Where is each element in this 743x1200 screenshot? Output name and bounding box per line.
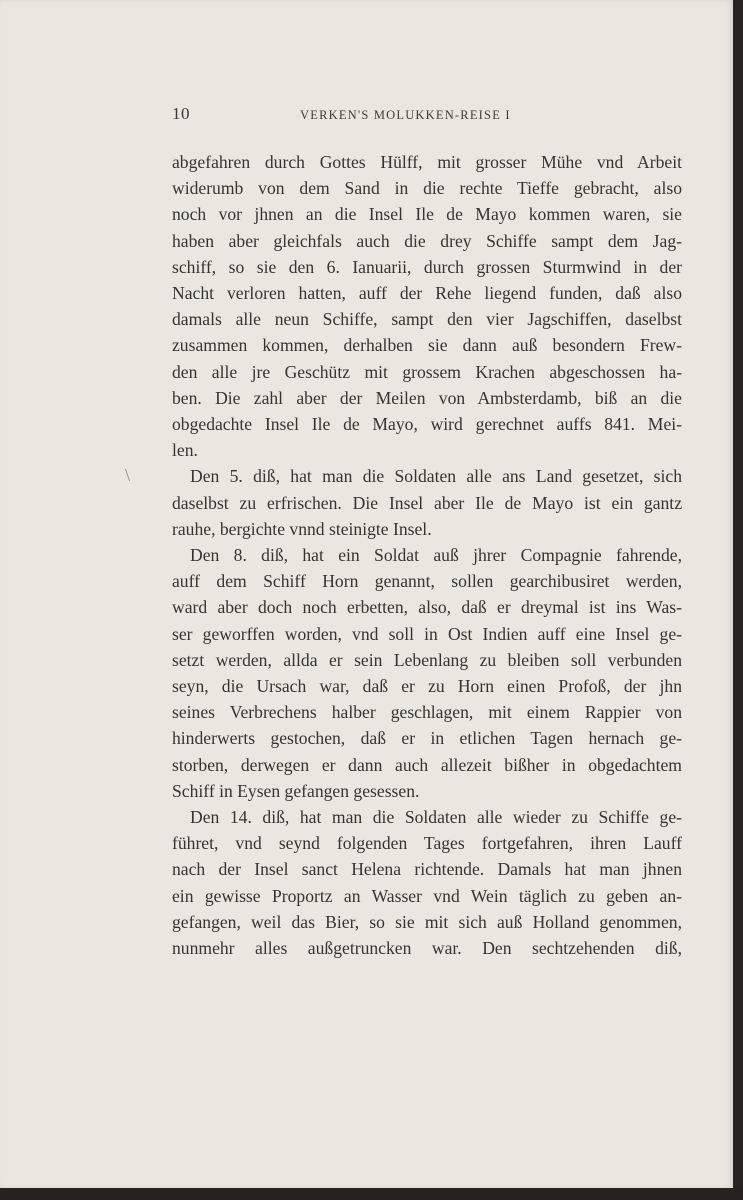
text-line: daselbst zu erfrischen. Die Insel aber Ile de Mayo ist ein gantz [172,492,682,513]
text-line: zusammen kommen, derhalben sie dann auß besondern Frew- [172,335,682,356]
text-line: Nacht verloren hatten, auff der Rehe liegend funden, daß also [172,283,682,304]
page-header [172,104,682,128]
text-line: abgefahren durch Gottes Hülff, mit grosser Mühe vnd Arbeit [172,152,682,172]
text-line: len. [172,440,198,461]
text-line: gefangen, weil das Bier, so sie mit sich auß Holland genommen, [172,911,682,932]
text-line: setzt werden, allda er sein Lebenlang zu bleiben soll verbunden [172,649,682,670]
paragraph-4 [172,804,682,961]
text-line: storben, derwegen er dann auch allezeit bißher in obgedachtem [172,754,682,775]
text-line: ein gewisse Proportz an Wasser vnd Wein täglich zu geben an- [172,885,682,906]
text-line: noch vor jhnen an die Insel Ile de Mayo kommen waren, sie [172,204,682,225]
text-line: Schiff in Eysen gefangen gesessen. [172,780,420,801]
text-line: obgedachte Insel Ile de Mayo, wird gerechnet auffs 841. Mei- [172,414,682,435]
running-head: VERKEN'S MOLUKKEN-REISE I [300,108,511,122]
text-line: hinderwerts gestochen, daß er in etlichen Tagen hernach ge- [172,728,682,749]
page-edge-bottom [0,1188,743,1200]
text-line: den alle jre Geschütz mit grossem Krachen abgeschossen ha- [172,361,682,382]
text-line: ward aber doch noch erbetten, also, daß er dreymal ist ins Was- [172,597,682,618]
text-line: seines Verbrechens halber geschlagen, mit einem Rappier von [172,702,682,723]
text-line: haben aber gleichfals auch die drey Schiffe sampt dem Jag- [172,230,682,251]
paragraph-2 [172,463,682,542]
paragraph-3 [172,542,682,804]
text-line: damals alle neun Schiffe, sampt den vier Jagschiffen, daselbst [172,309,682,330]
text-line: nach der Insel sanct Helena richtende. Damals hat man jhnen [172,859,682,880]
text-line: schiff, so sie den 6. Ianuarii, durch grossen Sturmwind in der [172,256,682,277]
text-line: ben. Die zahl aber der Meilen von Ambsterdamb, biß an die [172,387,682,408]
text-line: widerumb von dem Sand in die rechte Tieffe gebracht, also [172,178,682,199]
text-line: ser geworffen worden, vnd soll in Ost Indien auff eine Insel ge- [172,623,682,644]
text-line: Den 14. diß, hat man die Soldaten alle wieder zu Schiffe ge- [190,807,682,828]
margin-mark: \ [125,465,131,485]
text-line: rauhe, bergichte vnnd steinigte Insel. [172,518,432,539]
text-line: nunmehr alles außgetruncken war. Den sechtzehenden diß, [172,938,682,959]
text-line: Den 8. diß, hat ein Soldat auß jhrer Compagnie fahrende, [190,545,682,566]
text-line: führet, vnd seynd folgenden Tages fortgefahren, ihren Lauff [172,833,682,854]
body-text [172,149,682,961]
page-edge-right [733,0,743,1200]
text-line: seyn, die Ursach war, daß er zu Horn einen Profoß, der jhn [172,676,682,697]
text-line: auff dem Schiff Horn genannt, sollen gearchibusiret werden, [172,571,682,592]
page-number: 10 [172,104,190,123]
paragraph-1 [172,149,682,463]
text-line: Den 5. diß, hat man die Soldaten alle ans Land gesetzet, sich [190,466,682,487]
